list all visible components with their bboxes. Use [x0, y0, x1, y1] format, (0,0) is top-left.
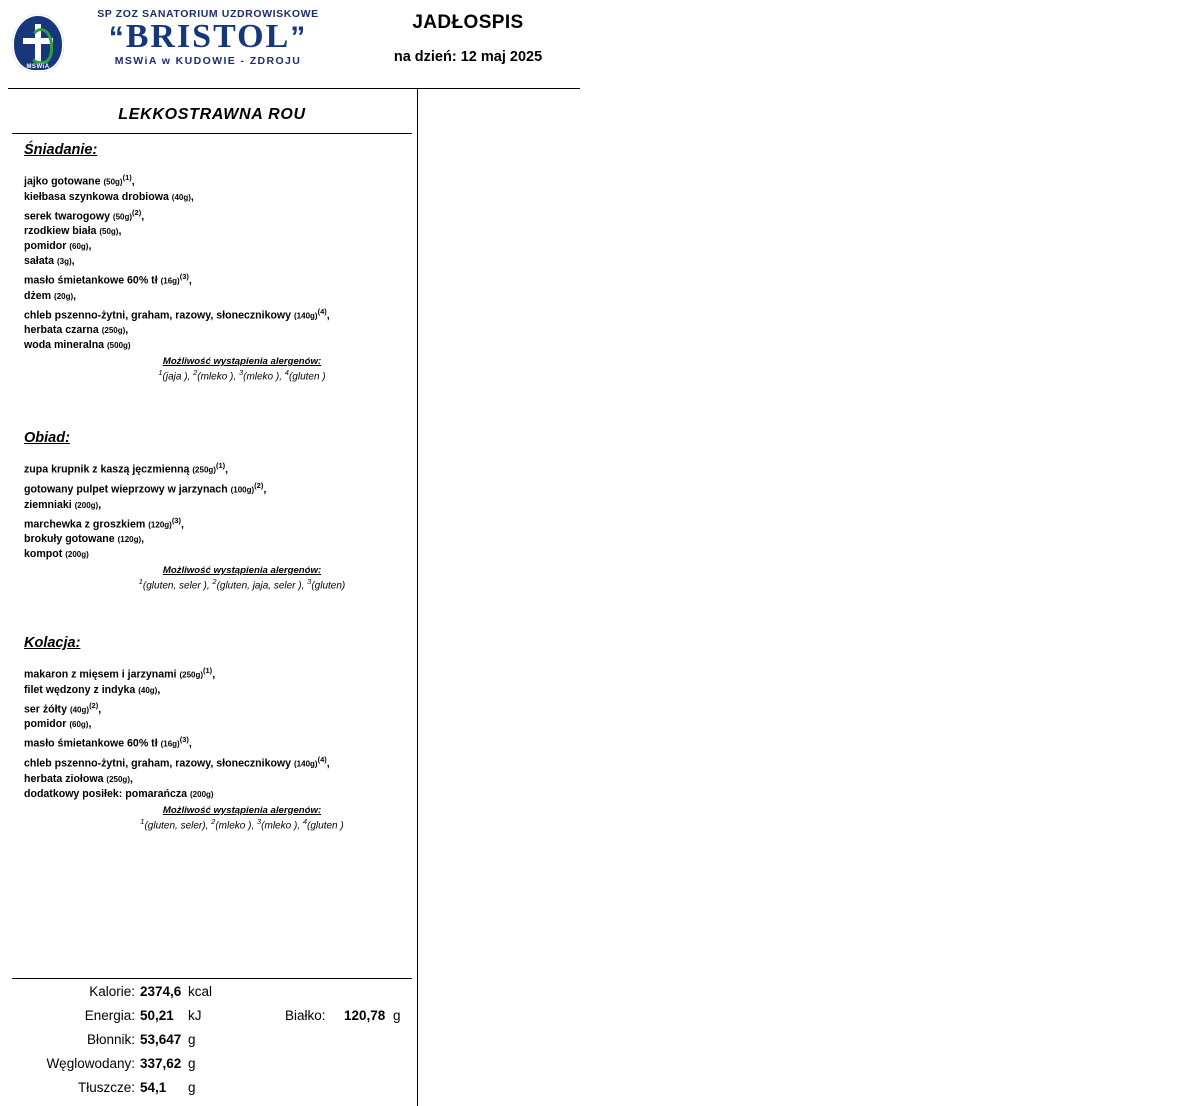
allergen-text: (gluten, seler ), [142, 580, 213, 592]
meal-item-weight: (200g) [74, 500, 99, 510]
meal-item [24, 458, 412, 478]
meal-item-weight: (250g) [106, 774, 130, 784]
protein-unit: g [393, 1008, 401, 1023]
meal-item-name: masło śmietankowe 60% tł [24, 737, 161, 750]
meal-item-name: brokuły gotowane [24, 533, 118, 546]
meal-item [24, 478, 412, 498]
meal-item [24, 170, 412, 190]
protein-value: 120,78 [344, 1008, 386, 1023]
meal-item-name: jajko gotowane [24, 175, 104, 188]
page-title: JADŁOSPIS [412, 12, 524, 33]
meal-item-separator: , [125, 324, 129, 337]
meal-item-weight: (250g) [101, 326, 126, 336]
carbs-label: Węglowodany: [46, 1056, 135, 1071]
allergen-text: (jaja ), [162, 371, 194, 383]
meal-title: Śniadanie: [24, 142, 98, 158]
quote-close: ” [290, 21, 308, 54]
meal-item [24, 224, 412, 239]
meal-item [24, 205, 412, 225]
energy-label: Energia: [84, 1008, 135, 1023]
meal-item-weight: (40g) [138, 685, 158, 695]
meal-item-allergen-ref: (4) [317, 306, 327, 316]
meal-item-allergen-ref: (2) [254, 480, 264, 490]
meals-list [12, 142, 412, 841]
allergen-index: 4 [302, 816, 308, 826]
allergen-list [72, 577, 412, 591]
header-divider [8, 88, 580, 89]
logo-text [68, 8, 348, 67]
meal-item-weight: (250g) [179, 670, 204, 680]
meal-item-separator: , [188, 274, 192, 287]
meal-item [24, 532, 412, 547]
allergen-index: 1 [158, 368, 163, 378]
meal-item-separator: , [98, 498, 102, 511]
meal-item-name: herbata ziołowa [24, 772, 107, 785]
meal-item-name: serek twarogowy [24, 210, 113, 223]
allergen-text: (gluten, seler), [144, 819, 212, 831]
fiber-value: 53,647 [140, 1032, 182, 1047]
allergen-index: 4 [284, 368, 289, 378]
meal-item-weight: (140g) [294, 759, 318, 769]
allergen-title: Możliwość wystąpienia alergenów: [162, 356, 322, 368]
fiber-label: Błonnik: [86, 1032, 135, 1047]
brand-name: BRISTOL [125, 18, 291, 55]
meal-item [24, 513, 412, 533]
meal-item-weight: (100g) [230, 485, 255, 495]
meal-item-weight: (120g) [117, 535, 142, 545]
document-header [0, 0, 580, 86]
meal-items [24, 663, 412, 801]
meal-item [24, 698, 412, 718]
logo-line-3: MSWiA w KUDOWIE - ZDROJU [114, 55, 302, 67]
carbs-value: 337,62 [140, 1056, 182, 1071]
meal-item-allergen-ref: (1) [203, 666, 213, 676]
meal-item-name: herbata czarna [24, 324, 102, 337]
meal-items [24, 170, 412, 353]
meal-item-separator: , [71, 255, 75, 268]
allergen-text: (gluten ) [307, 819, 344, 831]
meal-item [24, 338, 412, 353]
calories-value: 2374,6 [140, 984, 182, 999]
meal-item [24, 289, 412, 304]
title-block [356, 12, 580, 65]
calories-unit: kcal [188, 984, 213, 999]
footer-divider [12, 978, 412, 979]
meal-item-name: dżem [24, 289, 55, 302]
meal-item-name: chleb pszenno-żytni, graham, razowy, słonecznikowy [24, 757, 295, 770]
meal-item-name: zupa krupnik z kaszą jęczmienną [24, 463, 193, 476]
allergen-text: (gluten ) [288, 371, 326, 383]
meal-item-name: chleb pszenno-żytni, graham, razowy, słonecznikowy [24, 309, 295, 322]
allergen-index: 1 [140, 816, 145, 826]
logo-brand [68, 20, 348, 55]
nutrition-row-fiber [12, 1032, 412, 1056]
meal-item-allergen-ref: (3) [179, 735, 189, 745]
meal-item-weight: (140g) [294, 311, 318, 321]
allergen-index: 2 [212, 577, 217, 587]
fiber-unit: g [188, 1032, 196, 1047]
meal-item [24, 732, 412, 752]
meal-item [24, 547, 412, 562]
meal-item-separator: , [263, 483, 267, 496]
meal-item-separator: , [188, 737, 192, 750]
meal-item-separator: , [73, 289, 77, 302]
menu-date: na dzień: 12 maj 2025 [393, 49, 543, 65]
meal-items [24, 458, 412, 562]
meal-item-weight: (200g) [190, 789, 214, 799]
allergen-index: 3 [257, 816, 262, 826]
allergen-list [72, 368, 412, 382]
mswia-emblem-icon [12, 14, 64, 72]
meal-item [24, 254, 412, 269]
meal-item-name: masło śmietankowe 60% tł [24, 274, 161, 287]
meal-section [12, 142, 412, 382]
meal-item [24, 498, 412, 513]
meal-item-name: pomidor [24, 718, 70, 731]
allergen-index: 3 [307, 577, 312, 587]
allergen-index: 2 [193, 368, 198, 378]
allergen-text: (mleko ), [215, 819, 257, 831]
meal-item-separator: , [98, 703, 102, 716]
allergen-block [12, 356, 412, 382]
nutrition-row-carbs [12, 1056, 412, 1080]
institution-logo [8, 6, 348, 80]
meal-item [24, 752, 412, 772]
meal-item-allergen-ref: (4) [317, 754, 327, 764]
meal-item [24, 787, 412, 802]
meal-item-allergen-ref: (2) [132, 207, 142, 217]
meal-item-name: ziemniaki [24, 498, 75, 511]
meal-item-separator: , [118, 225, 122, 238]
fat-label: Tłuszcze: [77, 1080, 135, 1095]
meal-item-weight: (16g) [160, 276, 180, 286]
logo-line-1: SP ZOZ SANATORIUM UZDROWISKOWE [97, 8, 319, 20]
meal-item-separator: , [129, 772, 133, 785]
carbs-unit: g [188, 1056, 196, 1071]
nutrition-summary [12, 984, 412, 1104]
meal-item-weight: (60g) [69, 720, 89, 730]
emblem-label: MSWiA [26, 64, 50, 70]
meal-item-name: filet wędzony z indyka [24, 683, 139, 696]
allergen-text: (mleko ), [261, 819, 303, 831]
meal-item-name: ser żółty [24, 703, 70, 716]
meal-item-name: makaron z mięsem i jarzynami [24, 668, 180, 681]
allergen-block [12, 565, 412, 591]
meal-item-separator: , [88, 240, 92, 253]
allergen-index: 1 [138, 577, 143, 587]
meal-item [24, 269, 412, 289]
calories-label: Kalorie: [89, 984, 135, 999]
meal-item-weight: (50g) [99, 227, 119, 237]
meal-item [24, 323, 412, 338]
meal-item-separator: , [141, 533, 145, 546]
diet-divider [12, 133, 412, 134]
meal-item-name: gotowany pulpet wieprzowy w jarzynach [24, 483, 231, 496]
nutrition-row-energy [12, 1008, 412, 1032]
meal-item-separator: , [190, 190, 194, 203]
meal-item-weight: (500g) [107, 341, 131, 351]
meal-item [24, 190, 412, 205]
meal-title: Obiad: [24, 430, 70, 447]
meal-item-allergen-ref: (2) [89, 700, 99, 710]
allergen-list [72, 817, 412, 831]
energy-unit: kJ [188, 1008, 202, 1023]
allergen-text: (mleko ), [243, 371, 285, 383]
meal-item-weight: (50g) [112, 212, 133, 222]
meal-item-name: marchewka z groszkiem [24, 518, 149, 531]
allergen-index: 3 [238, 368, 244, 378]
meal-item-allergen-ref: (3) [179, 272, 189, 282]
protein-label: Białko: [285, 1008, 326, 1023]
allergen-title: Możliwość wystąpienia alergenów: [162, 565, 322, 577]
meal-item [24, 717, 412, 732]
meal-item-separator: , [212, 668, 216, 681]
meal-item-name: sałata [24, 255, 57, 268]
meal-item-name: kompot [24, 548, 66, 561]
meal-item [24, 304, 412, 324]
meal-item [24, 683, 412, 698]
fat-value: 54,1 [140, 1080, 167, 1095]
meal-item-name: kiełbasa szynkowa drobiowa [24, 190, 172, 203]
meal-item-weight: (250g) [192, 465, 216, 475]
column-divider [417, 88, 418, 1106]
meal-item-name: dodatkowy posiłek: pomarańcza [24, 787, 191, 800]
meal-item-weight: (200g) [65, 550, 89, 560]
meal-item-separator: , [157, 683, 161, 696]
nutrition-row-fat [12, 1080, 412, 1104]
meal-item-name: woda mineralna [24, 339, 108, 352]
meal-item-separator: , [131, 175, 135, 188]
meal-item-weight: (20g) [54, 291, 74, 301]
meal-item [24, 663, 412, 683]
allergen-index: 2 [211, 816, 216, 826]
meal-section [12, 430, 412, 591]
meal-section [12, 635, 412, 830]
meal-item-weight: (40g) [171, 192, 191, 202]
fat-unit: g [188, 1080, 196, 1095]
diet-name: LEKKOSTRAWNA ROU [118, 106, 306, 123]
meal-item-weight: (3g) [56, 257, 72, 267]
meal-item [24, 239, 412, 254]
meal-item-allergen-ref: (1) [122, 173, 132, 182]
meal-title: Kolacja: [24, 635, 81, 652]
meal-item-weight: (60g) [69, 242, 89, 252]
meal-item-separator: , [141, 210, 145, 223]
meal-item-name: rzodkiew biała [24, 225, 100, 238]
allergen-title: Możliwość wystąpienia alergenów: [162, 804, 322, 816]
energy-value: 50,21 [140, 1008, 174, 1023]
snake-icon [29, 28, 53, 64]
meal-item-allergen-ref: (3) [171, 515, 181, 525]
meal-item-name: pomidor [24, 240, 70, 253]
allergen-text: (mleko ), [197, 371, 239, 383]
meal-item-weight: (120g) [148, 520, 172, 530]
meal-item [24, 772, 412, 787]
meal-item-separator: , [225, 463, 229, 476]
nutrition-row-calories [12, 984, 412, 1008]
meal-item-separator: , [326, 309, 330, 322]
meal-item-separator: , [326, 757, 330, 770]
allergen-text: (gluten) [311, 580, 346, 592]
allergen-block [12, 805, 412, 831]
meal-item-allergen-ref: (1) [215, 461, 226, 471]
meal-item-weight: (16g) [160, 739, 180, 749]
meal-item-separator: , [180, 518, 184, 531]
meal-item-weight: (50g) [103, 177, 123, 187]
meal-item-separator: , [88, 718, 92, 731]
allergen-text: (gluten, jaja, seler ), [216, 580, 308, 592]
meal-item-weight: (40g) [69, 705, 90, 715]
quote-open: “ [108, 21, 126, 54]
